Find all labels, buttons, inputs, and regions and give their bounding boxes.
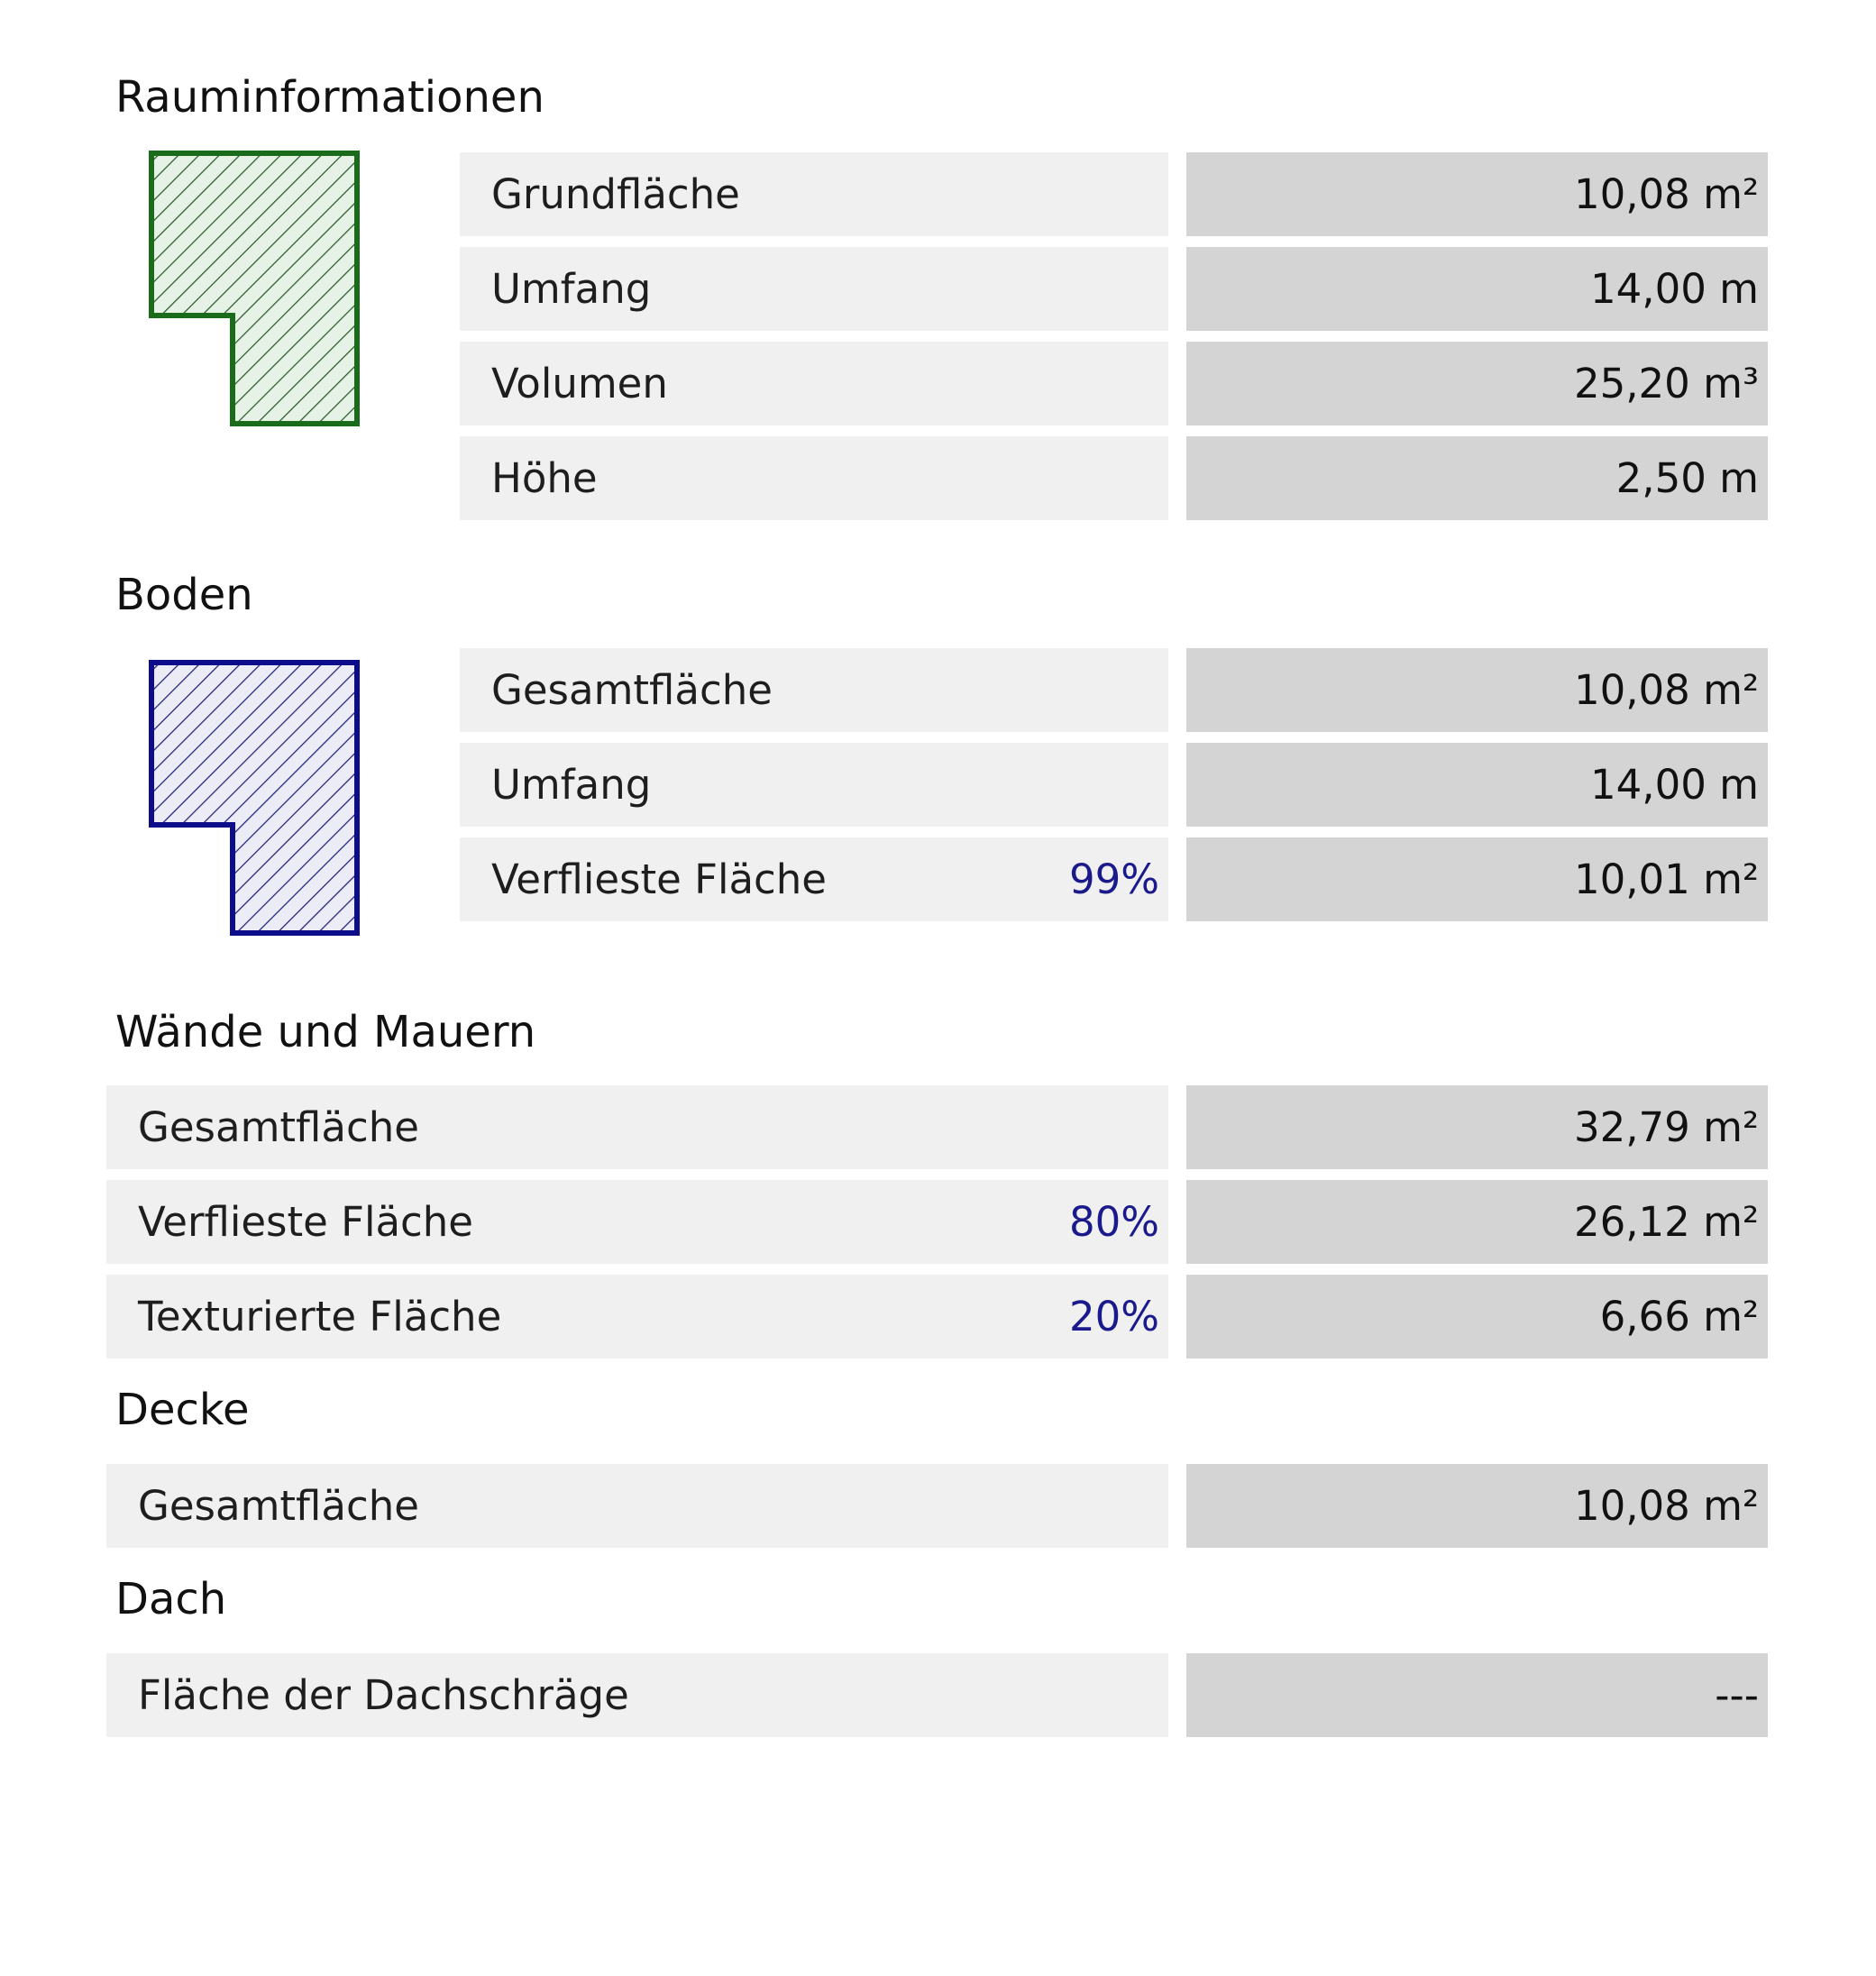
row-label: Verflieste Fläche	[106, 1180, 1168, 1264]
table-row	[0, 1275, 1876, 1358]
walls-heading: Wände und Mauern	[115, 1007, 536, 1057]
row-label: Verflieste Fläche	[460, 837, 1168, 921]
ceiling-heading: Decke	[115, 1385, 250, 1435]
row-value: 10,08 m²	[1186, 152, 1768, 236]
table-row	[0, 436, 1876, 520]
row-value: 10,08 m²	[1186, 1464, 1768, 1548]
row-label: Gesamtfläche	[106, 1085, 1168, 1169]
row-value: 14,00 m	[1186, 743, 1768, 827]
row-label: Gesamtfläche	[460, 648, 1168, 732]
table-row	[0, 648, 1876, 732]
row-value: 2,50 m	[1186, 436, 1768, 520]
row-value: ---	[1186, 1653, 1768, 1737]
row-value: 25,20 m³	[1186, 342, 1768, 425]
row-label: Umfang	[460, 247, 1168, 331]
row-value: 10,01 m²	[1186, 837, 1768, 921]
row-label: Volumen	[460, 342, 1168, 425]
row-percent: 80%	[1068, 1198, 1159, 1246]
row-label: Höhe	[460, 436, 1168, 520]
row-value: 14,00 m	[1186, 247, 1768, 331]
table-row	[0, 1085, 1876, 1169]
floor-heading: Boden	[115, 570, 253, 620]
row-percent: 20%	[1068, 1293, 1159, 1340]
roof-heading: Dach	[115, 1574, 227, 1624]
table-row	[0, 1464, 1876, 1548]
row-label: Gesamtfläche	[106, 1464, 1168, 1548]
table-row	[0, 342, 1876, 425]
row-value: 26,12 m²	[1186, 1180, 1768, 1264]
row-label: Umfang	[460, 743, 1168, 827]
row-percent: 99%	[1068, 855, 1159, 903]
table-row	[0, 743, 1876, 827]
row-label: Grundfläche	[460, 152, 1168, 236]
row-value: 10,08 m²	[1186, 648, 1768, 732]
table-row	[0, 837, 1876, 921]
table-row	[0, 1180, 1876, 1264]
row-label: Fläche der Dachschräge	[106, 1653, 1168, 1737]
row-value: 32,79 m²	[1186, 1085, 1768, 1169]
table-row	[0, 247, 1876, 331]
row-label: Texturierte Fläche	[106, 1275, 1168, 1358]
table-row	[0, 1653, 1876, 1737]
room-info-heading: Rauminformationen	[115, 72, 544, 123]
row-value: 6,66 m²	[1186, 1275, 1768, 1358]
table-row	[0, 152, 1876, 236]
